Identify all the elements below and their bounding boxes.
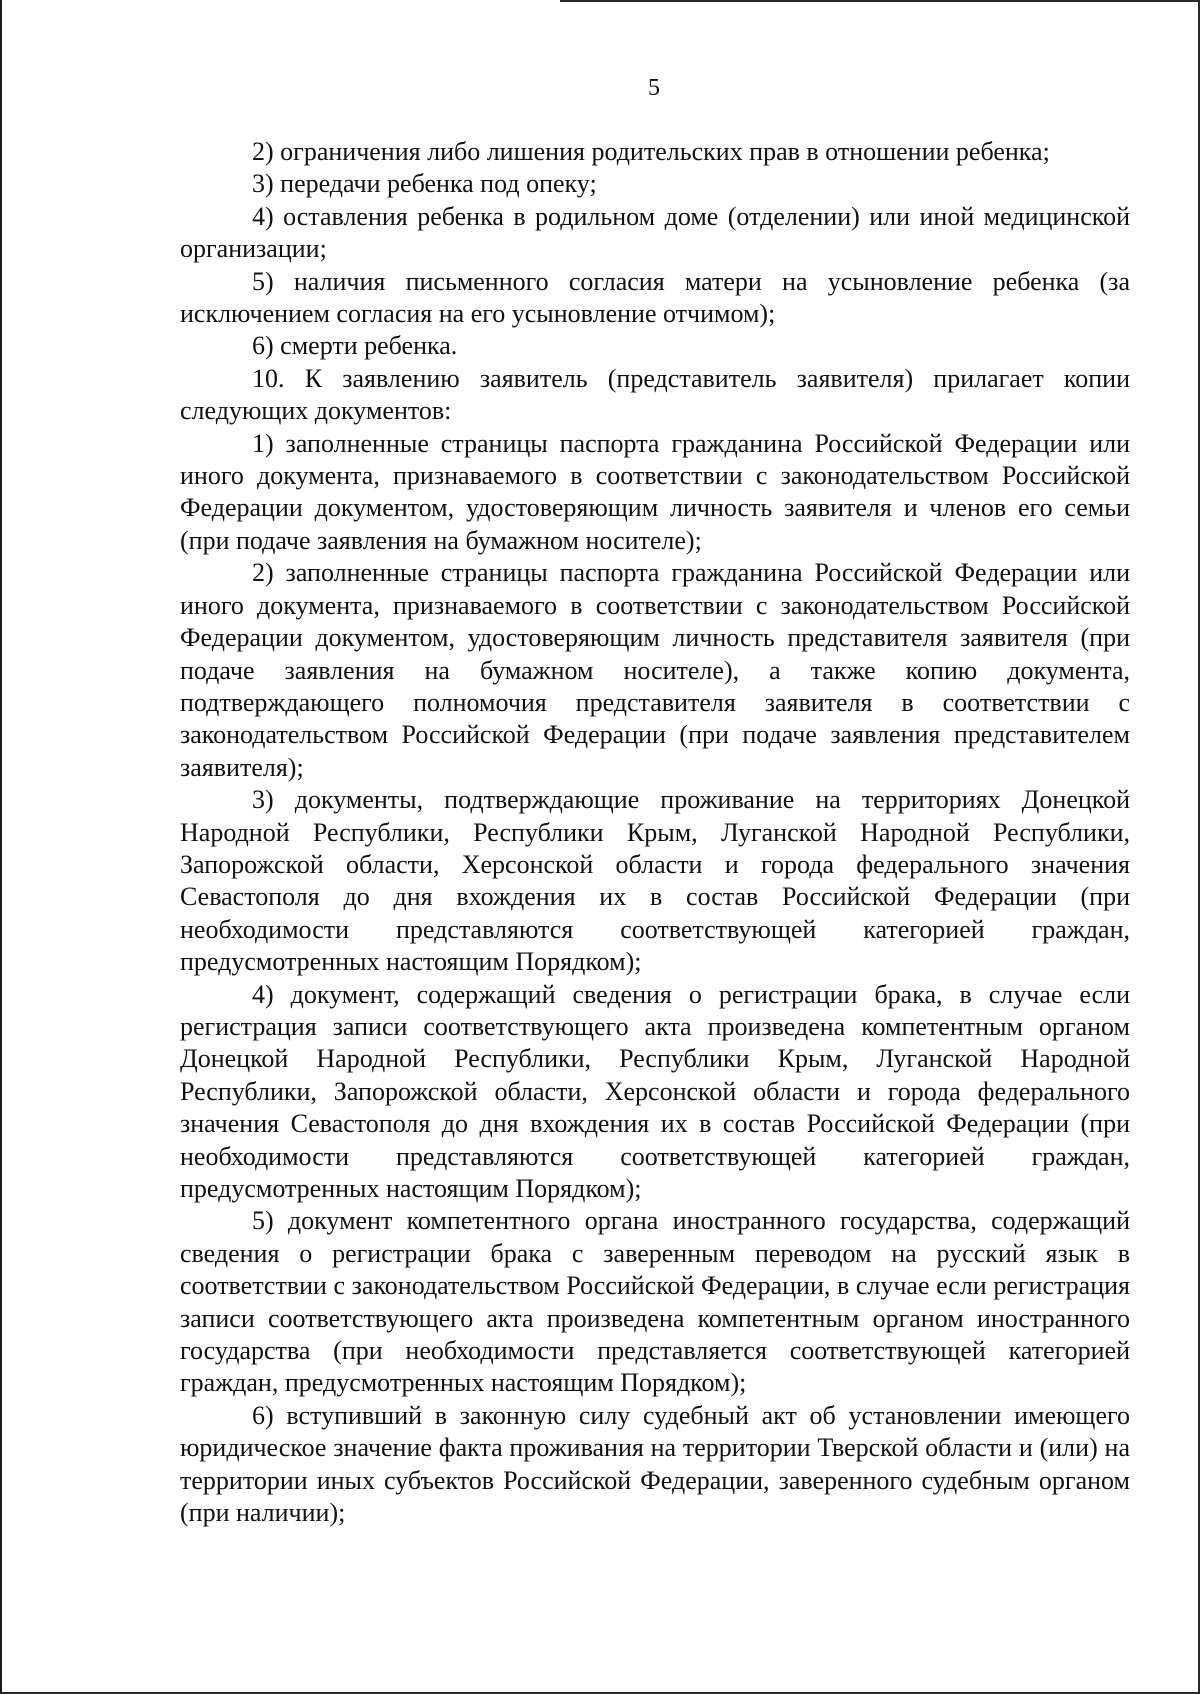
- paragraph: 5) наличия письменного согласия матери на усыновление ребенка (за исключением согласия на его усыновление отчимом);: [180, 266, 1130, 329]
- paragraph: 2) ограничения либо лишения родительских прав в отношении ребенка;: [252, 137, 1050, 166]
- document-body: [180, 136, 1130, 1529]
- paragraph: 4) оставления ребенка в родильном доме (отделении) или иной медицинской организации;: [180, 201, 1130, 264]
- paragraph: 5) документ компетентного органа иностранного государства, содержащий сведения о регистрации брака с заверенным переводом на русский язык в соответствии с законодательством Российской Федерации, в случае если регистрация записи соответствующего акта произведена компетентным органом иностранного государства (при необходимости представляется соответствующей категорией граждан, предусмотренных настоящим Порядком);: [180, 1206, 1130, 1398]
- paragraph: 4) документ, содержащий сведения о регистрации брака, в случае если регистрация записи соответствующего акта произведена компетентным органом Донецкой Народной Республики, Республики Крым, Луганской Народной Республики, Запорожской области, Херсонской области и города федерального значения Севастополя до дня вхождения их в состав Российской Федерации (при необходимости представляются соответствующей категорией граждан, предусмотренных настоящим Порядком);: [180, 979, 1130, 1203]
- paragraph: 2) заполненные страницы паспорта гражданина Российской Федерации или иного документа, признаваемого в соответствии с законодательством Российской Федерации документом, удостоверяющим личность представителя заявителя (при подаче заявления на бумажном носителе), а также копию документа, подтверждающего полномочия представителя заявителя в соответствии с законодательством Российской Федерации (при подаче заявления представителем заявителя);: [180, 558, 1130, 782]
- scan-border-left: [0, 0, 2, 1694]
- page-number: 5: [648, 75, 660, 101]
- paragraph: 3) передачи ребенка под опеку;: [252, 169, 597, 199]
- paragraph: 10. К заявлению заявитель (представитель заявителя) прилагает копии следующих документов:: [180, 363, 1130, 426]
- paragraph: 6) вступивший в законную силу судебный акт об установлении имеющего юридическое значение факта проживания на территории Тверской области и (или) на территории иных субъектов Российской Федерации, заверенного судебным органом (при наличии);: [180, 1400, 1130, 1528]
- paragraph: 6) смерти ребенка.: [252, 331, 458, 361]
- paragraph: 1) заполненные страницы паспорта гражданина Российской Федерации или иного документа, признаваемого в соответствии с законодательством Российской Федерации документом, удостоверяющим личность заявителя и членов его семьи (при подаче заявления на бумажном носителе);: [180, 428, 1130, 555]
- scan-border-top: [560, 0, 1200, 2]
- paragraph: 3) документы, подтверждающие проживание на территориях Донецкой Народной Республики, Республики Крым, Луганской Народной Республики, Запорожской области, Херсонской области и города федерального значения Севастополя до дня вхождения их в состав Российской Федерации (при необходимости представляются соответствующей категорией граждан, предусмотренных настоящим Порядком);: [180, 785, 1130, 977]
